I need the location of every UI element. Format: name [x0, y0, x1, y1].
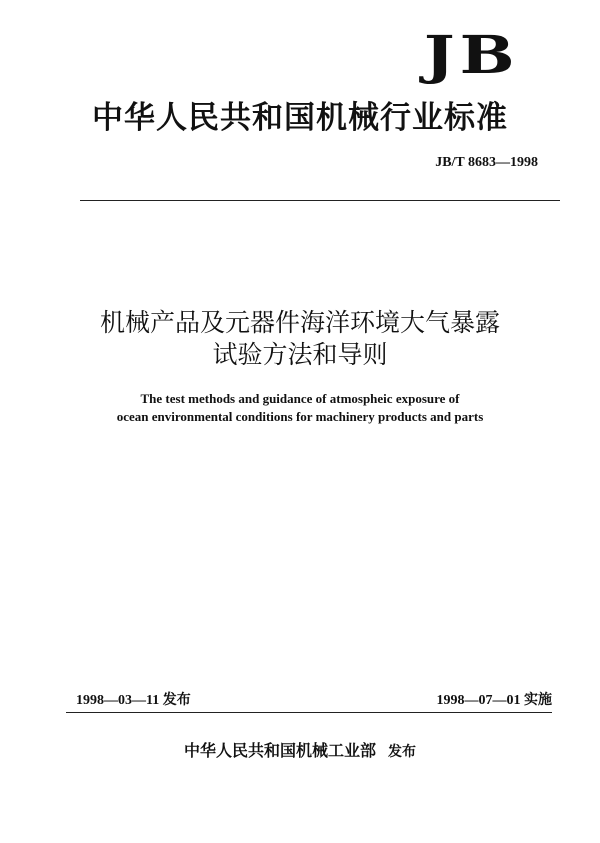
agency-title: 中华人民共和国机械行业标准 — [92, 100, 508, 136]
issue-date: 1998—03—11 发布 — [76, 693, 191, 708]
english-title-line-2: ocean environmental conditions for machinery products and parts — [116, 409, 484, 424]
chinese-title-line-1: 机械产品及元器件海洋环境大气暴露 — [99, 308, 500, 337]
bottom-divider — [66, 712, 552, 713]
publisher-name: 中华人民共和国机械工业部 — [183, 741, 376, 760]
standard-code: JB/T 8683—1998 — [435, 155, 538, 170]
english-title — [0, 390, 600, 426]
chinese-title — [0, 307, 600, 371]
top-divider — [80, 200, 560, 201]
publisher-line — [0, 738, 600, 761]
jb-logo: JB — [424, 25, 520, 86]
publish-label: 发布 — [388, 744, 416, 760]
implement-date: 1998—07—01 实施 — [436, 693, 552, 708]
english-title-line-1: The test methods and guidance of atmospheic exposure of — [140, 391, 460, 406]
chinese-title-line-2: 试验方法和导则 — [212, 340, 388, 369]
